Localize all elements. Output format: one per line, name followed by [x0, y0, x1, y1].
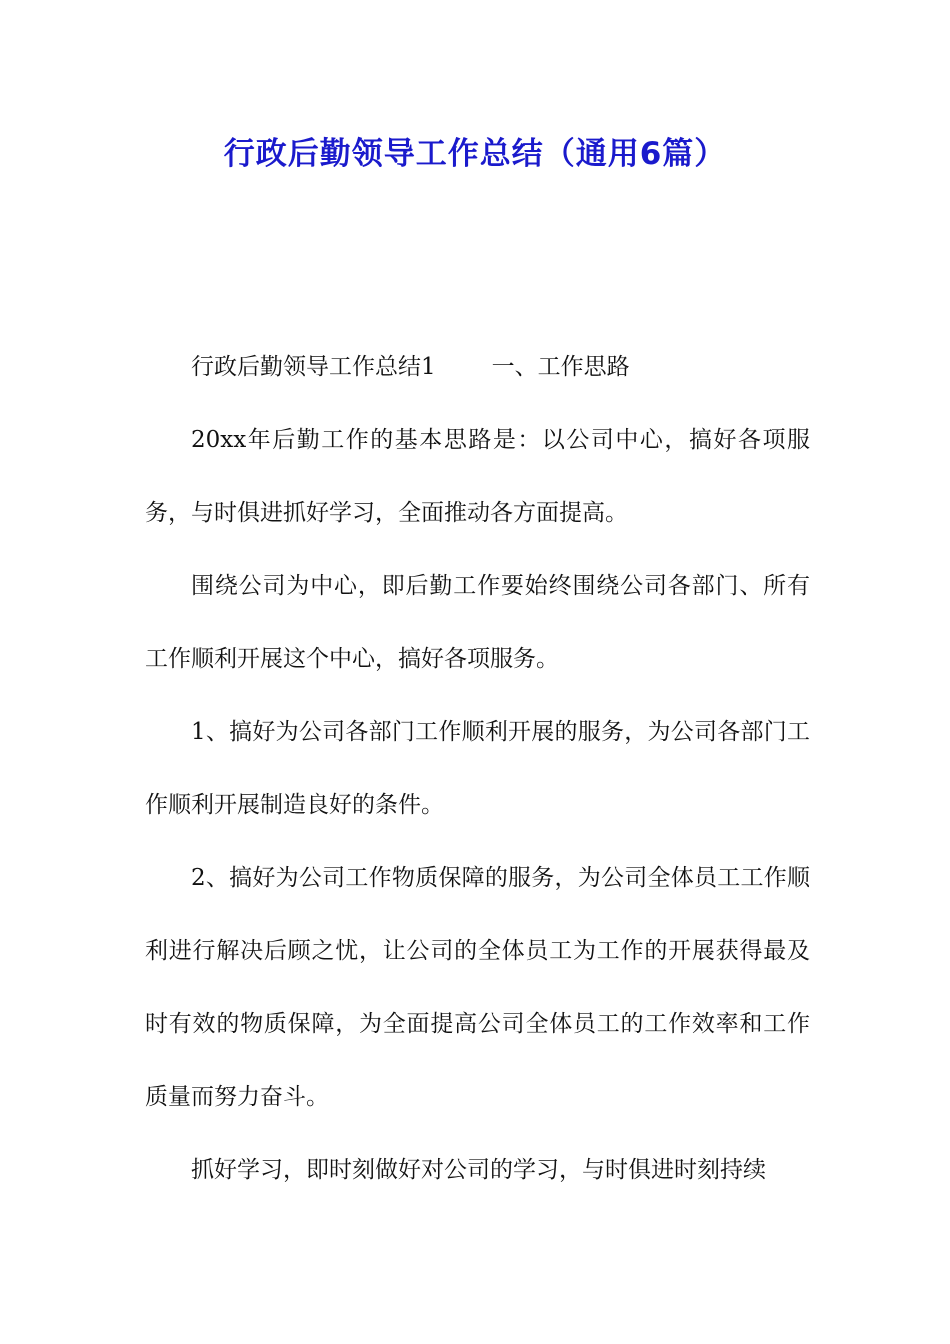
paragraph: 20xx年后勤工作的基本思路是：以公司中心，搞好各项服务，与时俱进抓好学习，全面推动各方面提高。 — [145, 427, 810, 526]
section-heading: 一、工作思路 — [491, 354, 630, 380]
document-title: 行政后勤领导工作总结（通用6篇） — [223, 136, 727, 172]
paragraph: 2、搞好为公司工作物质保障的服务，为公司全体员工工作顺利进行解决后顾之忧，让公司的全体员工为工作的开展获得最及时有效的物质保障，为全面提高公司全体员工的工作效率和工作质量而努力奋斗。 — [145, 865, 810, 1110]
summary-heading: 行政后勤领导工作总结1 — [191, 354, 436, 380]
paragraph: 抓好学习，即时刻做好对公司的学习，与时俱进时刻持续 — [191, 1157, 766, 1183]
section-heading-paragraph — [145, 331, 810, 404]
paragraph: 1、搞好为公司各部门工作顺利开展的服务，为公司各部门工作顺利开展制造良好的条件。 — [145, 719, 810, 818]
paragraph: 围绕公司为中心，即后勤工作要始终围绕公司各部门、所有工作顺利开展这个中心，搞好各项服务。 — [145, 573, 810, 672]
document-body — [145, 331, 810, 1207]
